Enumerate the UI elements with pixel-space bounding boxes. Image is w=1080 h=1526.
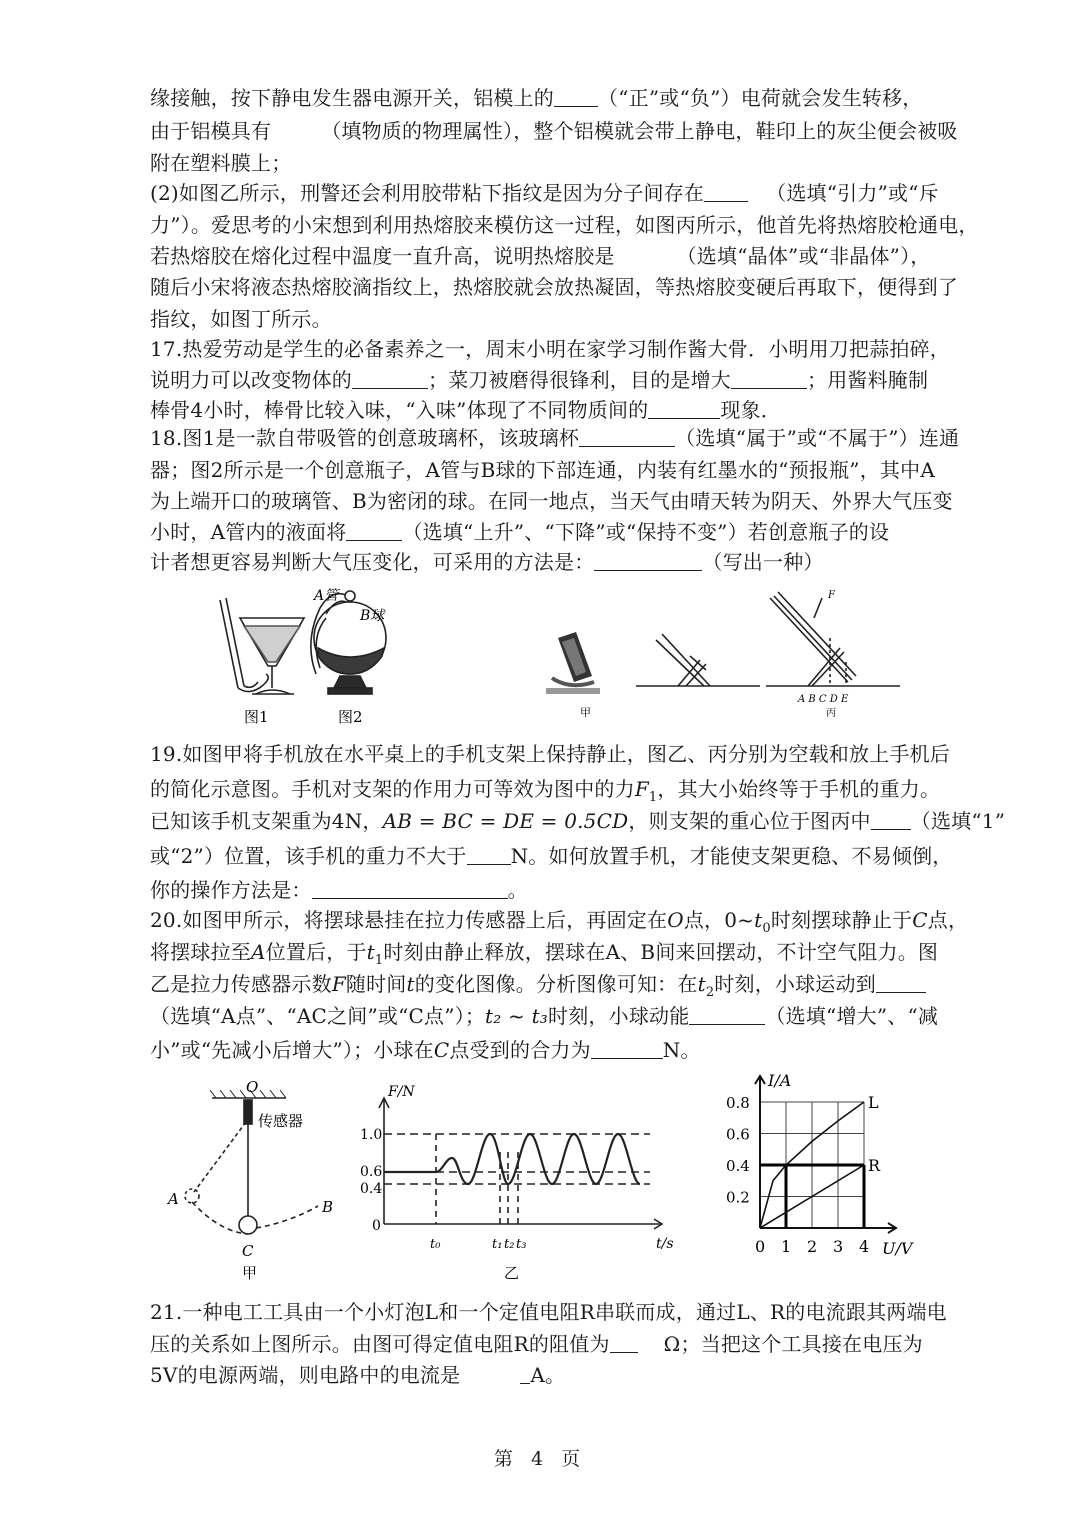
answer-blank (876, 972, 926, 993)
q17-line-1 (150, 335, 951, 363)
figure-19-phone-photo (546, 632, 600, 694)
answer-blank (731, 368, 807, 389)
text: 小时，A管内的液面将 (150, 520, 347, 544)
force-f-label: F (828, 590, 835, 601)
figure-2-bottle (311, 591, 386, 694)
answer-blank (704, 181, 748, 202)
sensor-label: 传感器 (258, 1112, 304, 1130)
text: （选填“属于”或“不属于”）连通 (675, 426, 960, 450)
text: 20.如图甲所示，将摆球悬挂在拉力传感器上后，再固定在 (150, 908, 668, 932)
x-tick-label: 3 (833, 1237, 844, 1256)
figure-bing-label: 丙 (826, 708, 836, 719)
q21-line-3 (150, 1361, 940, 1389)
subscript: 2 (705, 985, 715, 1000)
text: 指纹，如图丁所示。 (150, 307, 332, 331)
answer-blank (352, 368, 428, 389)
q18-line-4 (150, 518, 940, 546)
points-label: A B C D E (798, 694, 849, 705)
text: 或“2”）位置，该手机的重力不大于 (150, 844, 467, 868)
text: 已知该手机支架重为4N， (150, 809, 383, 833)
q21-line-1 (150, 1298, 947, 1326)
text: （选填“引力”或“斥 (766, 181, 939, 205)
text: （写出一种） (702, 550, 824, 574)
symbol: O (667, 908, 684, 932)
text: （选填“A点”、“AC之间”或“C点”）； (150, 1004, 486, 1028)
text: 位置后，于 (265, 940, 367, 964)
x-tick-label: 4 (859, 1237, 870, 1256)
q19-line-5 (150, 876, 940, 904)
answer-blank (579, 426, 675, 447)
text: （选填“上升”、“下降”或“保持不变”）若创意瓶子的设 (402, 520, 890, 544)
symbol: C (433, 1038, 450, 1062)
answer-blank (520, 1363, 530, 1384)
y-tick-label: 0.8 (726, 1094, 750, 1112)
text: N。如何放置手机，才能使支架更稳、不易倾倒， (510, 844, 953, 868)
symbol: t (366, 940, 375, 964)
series-R-label: R (868, 1156, 881, 1175)
text: A。 (530, 1363, 566, 1387)
text: 17.热爱劳动是学生的必备素养之一，周末小明在家学习制作酱大骨．小明用刀把蒜拍碎， (150, 337, 951, 361)
force-time-graph (379, 1098, 662, 1229)
text: 18.图1是一款自带吸管的创意玻璃杯，该玻璃杯 (150, 426, 580, 450)
y-tick-label: 0.2 (726, 1188, 750, 1207)
figure-row-18-19 (200, 578, 920, 728)
q17-line-3 (150, 396, 940, 424)
y-tick-06: 0.6 (360, 1164, 383, 1180)
figure-1-glass (220, 598, 304, 694)
answer-blank (610, 1332, 638, 1353)
text: 点受到的合力为 (449, 1038, 591, 1062)
text: A、B间来回摆动，不计空气阻力。图 (605, 940, 939, 964)
figure-jia-label: 甲 (580, 706, 591, 719)
text: 棒骨4小时，棒骨比较入味，“入味”体现了不同物质间的 (150, 398, 649, 422)
text: 19.如图甲将手机放在水平桌上的手机支架上保持静止，图乙、丙分别为空载和放上手机后 (150, 742, 951, 766)
equation: AB = BC = DE = 0.5CD (382, 809, 629, 833)
text: 若热熔胶在熔化过程中温度一直升高，说明热熔胶是 (150, 244, 615, 268)
symbol: t (754, 908, 763, 932)
a-point-label: A (168, 1190, 179, 1208)
text: ；菜刀被磨得很锋利，目的是增大 (428, 368, 731, 392)
text-line-4 (150, 179, 940, 207)
text: 将摆球拉至 (150, 940, 251, 964)
text-line-7 (150, 273, 958, 301)
t2-label: t₂ (504, 1237, 515, 1252)
figure-row-20-21 (150, 1072, 930, 1292)
answer-blank (689, 1004, 765, 1025)
x-tick-label: 2 (807, 1237, 818, 1256)
text: （选填“晶体”或“非晶体”）， (676, 244, 931, 268)
figure-19-stand-empty (636, 634, 760, 686)
f-axis-label: F/N (388, 1084, 415, 1100)
subscript: 0 (762, 921, 771, 936)
q19-line-3 (150, 807, 1006, 835)
answer-blank (871, 809, 911, 830)
text: (2)如图乙所示，刑警还会利用胶带粘下指纹是因为分子间存在 (150, 181, 705, 205)
text-line-8 (150, 305, 940, 333)
text: 时刻，小球动能 (548, 1004, 690, 1028)
series-L-label: L (868, 1093, 879, 1112)
text: ，其大小始终等于手机的重力。 (657, 777, 941, 801)
text: ；用酱料腌制 (807, 368, 929, 392)
text: N。 (662, 1038, 701, 1062)
x-tick-label: 0 (755, 1237, 766, 1256)
y-tick-1: 1.0 (360, 1127, 383, 1143)
force-symbol: F (634, 777, 649, 801)
text: （选填“增大”、“减 (765, 1004, 939, 1028)
q17-line-2 (150, 366, 940, 394)
text-line-6 (150, 242, 940, 270)
answer-blank (594, 550, 702, 571)
text: 的变化图像。分析图像可知：在 (414, 972, 698, 996)
t-axis-label: t/s (656, 1236, 674, 1252)
text-line-3 (150, 149, 940, 177)
t0-label: t₀ (430, 1237, 441, 1252)
text: 随后小宋将液态热熔胶滴指纹上，热熔胶就会放热凝固，等热熔胶变硬后再取下，便得到了 (150, 275, 958, 299)
text: 你的操作方法是： (150, 878, 312, 902)
y-tick-0: 0 (372, 1218, 381, 1234)
figure-2-label: 图2 (338, 708, 363, 726)
text: 时刻由静止释放，摆球在 (383, 940, 606, 964)
text-line-1 (150, 84, 940, 112)
c-point-label: C (242, 1242, 254, 1260)
answer-blank (591, 1038, 663, 1059)
q18-line-3 (150, 487, 953, 515)
o-label: O (246, 1078, 259, 1096)
q21-line-2 (150, 1330, 940, 1358)
text: 附在塑料膜上； (150, 151, 292, 175)
text: Ω；当把这个工具接在电压为 (663, 1332, 923, 1356)
text-line-2 (150, 117, 958, 145)
text: 现象． (720, 398, 781, 422)
text: 点， (927, 908, 969, 932)
q20-line-5 (150, 1036, 940, 1064)
t1-label: t₁ (492, 1237, 503, 1252)
t3-label: t₃ (516, 1237, 527, 1252)
answer-blank (648, 398, 720, 419)
q18-line-5 (150, 548, 940, 576)
text: 时刻，小球运动到 (714, 972, 876, 996)
text: 乙是拉力传感器示数 (150, 972, 332, 996)
symbol: t (697, 972, 706, 996)
jia-label: 甲 (242, 1264, 258, 1282)
subscript: 1 (374, 953, 384, 968)
q19-line-1 (150, 740, 951, 768)
y-tick-label: 0.4 (726, 1157, 750, 1175)
text: 5V的电源两端，则电路中的电流是 (150, 1363, 461, 1387)
text: （填物质的物理属性），整个铝模就会带上静电，鞋印上的灰尘便会被吸 (321, 119, 958, 143)
text: 为上端开口的玻璃管、B为密闭的球。在同一地点，当天气由晴天转为阴天、外界大气压变 (150, 489, 953, 513)
text: 随时间 (345, 972, 407, 996)
y-tick-label: 0.6 (726, 1125, 750, 1144)
b-point-label: B (322, 1198, 334, 1216)
text: 时刻摆球静止于 (770, 908, 913, 932)
text: ，则支架的重心位于图丙中 (628, 809, 871, 833)
a-tube-label: A管 (314, 588, 339, 604)
yi-label: 乙 (504, 1264, 520, 1282)
text: （选填“1” (910, 809, 1006, 833)
iu-x-axis-label: U/V (882, 1239, 913, 1258)
text-line-5 (150, 211, 979, 239)
symbol: F (331, 972, 346, 996)
q18-line-1 (150, 424, 960, 452)
text: 缘接触，按下静电发生器电源开关，铝模上的 (150, 86, 554, 110)
text: 由于铝模具有 (150, 119, 272, 143)
text: 说明力可以改变物体的 (150, 368, 352, 392)
answer-blank (554, 86, 598, 107)
answer-blank (346, 520, 402, 541)
current-voltage-chart (726, 1076, 896, 1256)
q18-line-2 (150, 456, 940, 484)
text: 压的关系如上图所示。由图可得定值电阻R的阻值为 (150, 1332, 610, 1356)
symbol: C (912, 908, 928, 932)
answer-blank (312, 878, 508, 899)
figure-1-label: 图1 (244, 708, 269, 726)
text: （“正”或“负”）电荷就会发生转移， (598, 86, 923, 110)
text: 计者想更容易判断大气压变化，可采用的方法是： (150, 550, 595, 574)
text: 力”）。爱思考的小宋想到利用热熔胶来模仿这一过程，如图丙所示，他首先将热熔胶枪通电， (150, 213, 979, 237)
symbol: t₂ ~ t₃ (485, 1004, 549, 1028)
figure-19-stand-loaded (766, 592, 900, 686)
text: 的简化示意图。手机对支架的作用力可等效为图中的力 (150, 777, 635, 801)
symbol: t (406, 972, 415, 996)
x-tick-label: 1 (781, 1237, 792, 1256)
iu-y-axis-label: I/A (768, 1072, 792, 1090)
page-number: 第 4 页 (493, 1448, 587, 1470)
b-ball-label: B球 (360, 608, 385, 624)
answer-blank (467, 844, 511, 865)
y-tick-04: 0.4 (360, 1181, 383, 1197)
text: 点，0~ (683, 908, 755, 932)
q20-line-4 (150, 1002, 940, 1030)
text: 。 (507, 878, 528, 902)
text: 器；图2所示是一个创意瓶子，A管与B球的下部连通，内装有红墨水的“预报瓶”，其中A (150, 458, 935, 482)
text: 小”或“先减小后增大”）；小球在 (150, 1038, 434, 1062)
text: 21.一种电工工具由一个小灯泡L和一个定值电阻R串联而成，通过L、R的电流跟其两端电 (150, 1300, 947, 1324)
symbol: A (251, 940, 266, 964)
subscript: 1 (648, 790, 658, 805)
q19-line-4 (150, 842, 953, 870)
